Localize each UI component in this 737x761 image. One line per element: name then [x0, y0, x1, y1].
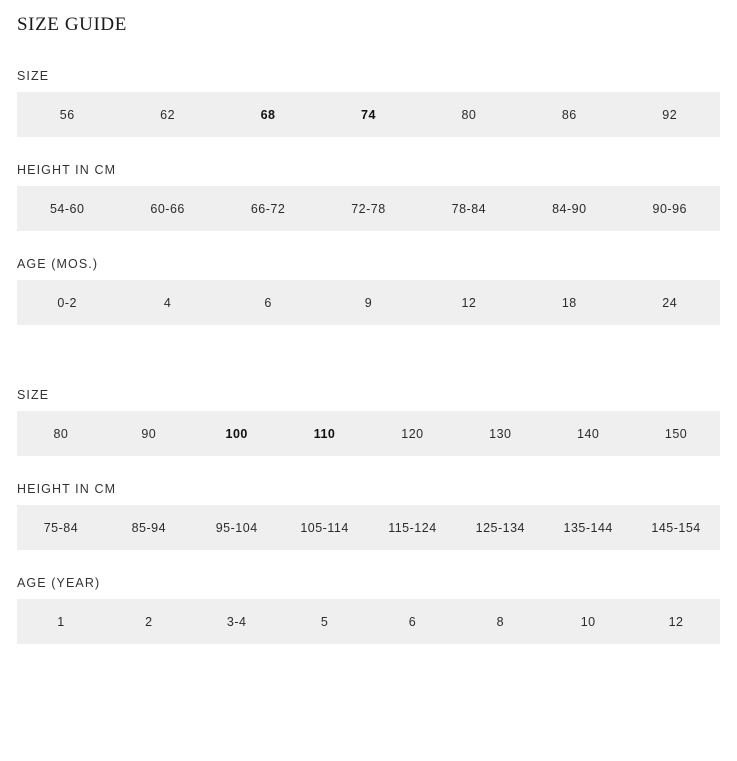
row-label-age-months: AGE (MOS.)	[17, 257, 99, 271]
table-row	[17, 280, 720, 325]
table-cell: 95-104	[215, 520, 258, 535]
table-cell: 80	[53, 426, 69, 441]
table-cell: 10	[580, 614, 596, 629]
table-cell: 125-134	[475, 520, 525, 535]
table-cell: 68	[260, 107, 276, 122]
table-row	[17, 92, 720, 137]
table-cell: 1	[57, 614, 65, 629]
table-cell: 140	[577, 426, 600, 441]
table-cell: 2	[145, 614, 153, 629]
table-cell: 66-72	[250, 201, 286, 216]
table-cell: 18	[561, 295, 577, 310]
table-cell: 12	[461, 295, 477, 310]
table-cell: 72-78	[351, 201, 386, 216]
table-cell: 0-2	[57, 295, 77, 310]
size-guide-page	[0, 14, 737, 644]
table-cell: 24	[662, 295, 678, 310]
table-cell: 84-90	[552, 201, 587, 216]
table-row	[17, 186, 720, 231]
table-cell: 90	[141, 426, 157, 441]
row-label-height-cm: HEIGHT IN CM	[17, 482, 117, 496]
row-label-size: SIZE	[17, 388, 50, 402]
table-cell: 86	[561, 107, 577, 122]
table-cell: 85-94	[131, 520, 167, 535]
table-cell: 54-60	[49, 201, 85, 216]
table-cell: 3-4	[226, 614, 247, 629]
row-label-age-year: AGE (YEAR)	[17, 576, 101, 590]
table-cell: 150	[664, 426, 688, 441]
table-cell: 110	[313, 426, 336, 441]
table-cell: 78-84	[451, 201, 487, 216]
row-label-size: SIZE	[17, 69, 50, 83]
table-cell: 8	[496, 614, 505, 629]
table-cell: 60-66	[150, 201, 185, 216]
table-cell: 105-114	[300, 520, 349, 535]
table-row	[17, 599, 720, 644]
table-row	[17, 411, 720, 456]
page-title: SIZE GUIDE	[17, 14, 127, 35]
table-cell: 92	[662, 107, 678, 122]
table-cell: 62	[160, 107, 176, 122]
table-cell: 56	[59, 107, 75, 122]
table-cell: 145-154	[651, 520, 701, 535]
table-cell: 130	[489, 426, 512, 441]
section-spacer	[17, 325, 720, 362]
table-cell: 9	[364, 295, 373, 310]
table-cell: 115-124	[388, 520, 437, 535]
table-cell: 6	[264, 295, 272, 310]
table-cell: 5	[320, 614, 329, 629]
table-cell: 12	[668, 614, 684, 629]
table-cell: 6	[408, 614, 417, 629]
table-cell: 75-84	[43, 520, 79, 535]
table-cell: 74	[361, 107, 376, 122]
size-table-infant	[17, 69, 720, 325]
table-row	[17, 505, 720, 550]
row-label-height-cm: HEIGHT IN CM	[17, 163, 117, 177]
table-cell: 80	[461, 107, 477, 122]
table-cell: 120	[401, 426, 424, 441]
table-cell: 135-144	[563, 520, 613, 535]
table-cell: 100	[225, 426, 248, 441]
table-cell: 4	[163, 295, 172, 310]
size-table-child	[17, 388, 720, 644]
table-cell: 90-96	[652, 201, 687, 216]
